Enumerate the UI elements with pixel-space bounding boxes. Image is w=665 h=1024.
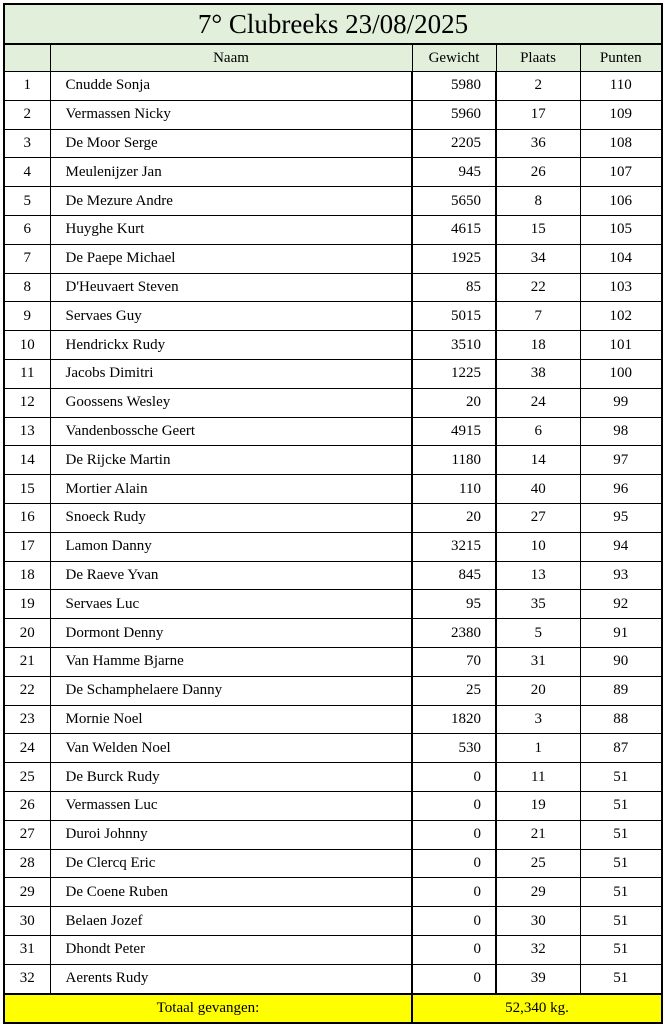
- row-place: 34: [496, 244, 580, 273]
- table-row: [4, 475, 662, 504]
- row-number: 18: [4, 561, 50, 590]
- table-row: [4, 763, 662, 792]
- row-place: 22: [496, 273, 580, 302]
- row-weight: 1225: [412, 359, 496, 388]
- row-name: Duroi Johnny: [50, 820, 412, 849]
- row-number: 9: [4, 302, 50, 331]
- row-place: 17: [496, 100, 580, 129]
- row-place: 26: [496, 158, 580, 187]
- col-header-name: Naam: [50, 44, 412, 72]
- row-name: De Paepe Michael: [50, 244, 412, 273]
- row-number: 12: [4, 388, 50, 417]
- row-number: 25: [4, 763, 50, 792]
- row-place: 10: [496, 532, 580, 561]
- row-weight: 5980: [412, 72, 496, 101]
- row-points: 109: [580, 100, 662, 129]
- row-number: 31: [4, 935, 50, 964]
- table-row: [4, 388, 662, 417]
- row-weight: 845: [412, 561, 496, 590]
- row-place: 8: [496, 187, 580, 216]
- table-row: [4, 619, 662, 648]
- table-row: [4, 417, 662, 446]
- row-number: 10: [4, 331, 50, 360]
- row-name: Huyghe Kurt: [50, 215, 412, 244]
- table-row: [4, 359, 662, 388]
- row-place: 31: [496, 647, 580, 676]
- results-table: [3, 3, 663, 1024]
- table-row: [4, 907, 662, 936]
- row-weight: 3510: [412, 331, 496, 360]
- row-name: Vermassen Nicky: [50, 100, 412, 129]
- table-row: [4, 302, 662, 331]
- row-place: 25: [496, 849, 580, 878]
- row-weight: 1180: [412, 446, 496, 475]
- row-weight: 3215: [412, 532, 496, 561]
- row-place: 1: [496, 734, 580, 763]
- row-number: 23: [4, 705, 50, 734]
- table-row: [4, 561, 662, 590]
- row-weight: 1925: [412, 244, 496, 273]
- row-weight: 20: [412, 503, 496, 532]
- row-place: 18: [496, 331, 580, 360]
- row-name: Snoeck Rudy: [50, 503, 412, 532]
- row-points: 102: [580, 302, 662, 331]
- table-row: [4, 647, 662, 676]
- total-row: [4, 994, 662, 1023]
- row-number: 6: [4, 215, 50, 244]
- col-header-weight: Gewicht: [412, 44, 496, 72]
- row-place: 38: [496, 359, 580, 388]
- row-name: Dormont Denny: [50, 619, 412, 648]
- col-header-points: Punten: [580, 44, 662, 72]
- row-name: Aerents Rudy: [50, 964, 412, 993]
- row-place: 11: [496, 763, 580, 792]
- row-name: Servaes Luc: [50, 590, 412, 619]
- row-name: De Coene Ruben: [50, 878, 412, 907]
- row-number: 1: [4, 72, 50, 101]
- row-place: 7: [496, 302, 580, 331]
- row-place: 20: [496, 676, 580, 705]
- row-name: Goossens Wesley: [50, 388, 412, 417]
- row-weight: 5015: [412, 302, 496, 331]
- table-row: [4, 100, 662, 129]
- table-row: [4, 215, 662, 244]
- header-row: [4, 44, 662, 72]
- row-name: Van Welden Noel: [50, 734, 412, 763]
- table-row: [4, 791, 662, 820]
- row-points: 100: [580, 359, 662, 388]
- row-number: 7: [4, 244, 50, 273]
- row-weight: 25: [412, 676, 496, 705]
- table-row: [4, 503, 662, 532]
- row-name: Cnudde Sonja: [50, 72, 412, 101]
- row-weight: 530: [412, 734, 496, 763]
- row-number: 17: [4, 532, 50, 561]
- row-weight: 0: [412, 820, 496, 849]
- row-name: De Burck Rudy: [50, 763, 412, 792]
- table-row: [4, 129, 662, 158]
- row-points: 99: [580, 388, 662, 417]
- table-row: [4, 878, 662, 907]
- row-points: 87: [580, 734, 662, 763]
- row-number: 3: [4, 129, 50, 158]
- row-weight: 2205: [412, 129, 496, 158]
- table-row: [4, 72, 662, 101]
- row-weight: 945: [412, 158, 496, 187]
- row-place: 2: [496, 72, 580, 101]
- row-points: 104: [580, 244, 662, 273]
- row-name: De Raeve Yvan: [50, 561, 412, 590]
- row-name: De Moor Serge: [50, 129, 412, 158]
- row-number: 29: [4, 878, 50, 907]
- table-row: [4, 590, 662, 619]
- col-header-place: Plaats: [496, 44, 580, 72]
- row-name: Dhondt Peter: [50, 935, 412, 964]
- row-place: 19: [496, 791, 580, 820]
- row-weight: 70: [412, 647, 496, 676]
- row-name: De Mezure Andre: [50, 187, 412, 216]
- row-weight: 5650: [412, 187, 496, 216]
- table-row: [4, 187, 662, 216]
- row-weight: 0: [412, 907, 496, 936]
- row-place: 29: [496, 878, 580, 907]
- table-row: [4, 734, 662, 763]
- table-row: [4, 964, 662, 993]
- row-place: 5: [496, 619, 580, 648]
- row-weight: 4615: [412, 215, 496, 244]
- row-points: 51: [580, 763, 662, 792]
- total-label: Totaal gevangen:: [4, 994, 412, 1023]
- row-name: Belaen Jozef: [50, 907, 412, 936]
- row-name: De Rijcke Martin: [50, 446, 412, 475]
- row-number: 26: [4, 791, 50, 820]
- row-weight: 2380: [412, 619, 496, 648]
- row-points: 51: [580, 820, 662, 849]
- row-place: 3: [496, 705, 580, 734]
- row-number: 28: [4, 849, 50, 878]
- row-place: 39: [496, 964, 580, 993]
- table-row: [4, 158, 662, 187]
- row-points: 92: [580, 590, 662, 619]
- table-row: [4, 849, 662, 878]
- row-place: 21: [496, 820, 580, 849]
- row-weight: 4915: [412, 417, 496, 446]
- row-points: 97: [580, 446, 662, 475]
- page-title: 7° Clubreeks 23/08/2025: [4, 4, 662, 44]
- row-name: Mortier Alain: [50, 475, 412, 504]
- row-weight: 0: [412, 935, 496, 964]
- row-number: 8: [4, 273, 50, 302]
- row-number: 2: [4, 100, 50, 129]
- table-row: [4, 446, 662, 475]
- row-name: Vandenbossche Geert: [50, 417, 412, 446]
- row-place: 36: [496, 129, 580, 158]
- table-body: [4, 72, 662, 994]
- row-name: De Schamphelaere Danny: [50, 676, 412, 705]
- row-name: Servaes Guy: [50, 302, 412, 331]
- row-place: 6: [496, 417, 580, 446]
- row-place: 30: [496, 907, 580, 936]
- row-place: 15: [496, 215, 580, 244]
- row-points: 105: [580, 215, 662, 244]
- row-place: 32: [496, 935, 580, 964]
- row-name: Jacobs Dimitri: [50, 359, 412, 388]
- table-row: [4, 820, 662, 849]
- row-points: 51: [580, 907, 662, 936]
- row-weight: 0: [412, 849, 496, 878]
- row-weight: 5960: [412, 100, 496, 129]
- table-row: [4, 676, 662, 705]
- row-points: 51: [580, 849, 662, 878]
- row-number: 21: [4, 647, 50, 676]
- row-number: 15: [4, 475, 50, 504]
- row-points: 101: [580, 331, 662, 360]
- row-points: 98: [580, 417, 662, 446]
- row-name: Vermassen Luc: [50, 791, 412, 820]
- row-name: Lamon Danny: [50, 532, 412, 561]
- row-number: 16: [4, 503, 50, 532]
- row-number: 24: [4, 734, 50, 763]
- row-weight: 20: [412, 388, 496, 417]
- row-number: 22: [4, 676, 50, 705]
- row-place: 35: [496, 590, 580, 619]
- table-row: [4, 705, 662, 734]
- row-points: 106: [580, 187, 662, 216]
- row-place: 14: [496, 446, 580, 475]
- row-name: Van Hamme Bjarne: [50, 647, 412, 676]
- table-row: [4, 935, 662, 964]
- row-number: 30: [4, 907, 50, 936]
- row-weight: 0: [412, 763, 496, 792]
- row-number: 27: [4, 820, 50, 849]
- row-number: 32: [4, 964, 50, 993]
- results-sheet: [3, 3, 661, 1024]
- row-points: 96: [580, 475, 662, 504]
- row-place: 27: [496, 503, 580, 532]
- row-name: Hendrickx Rudy: [50, 331, 412, 360]
- row-points: 108: [580, 129, 662, 158]
- row-weight: 0: [412, 791, 496, 820]
- row-name: Mornie Noel: [50, 705, 412, 734]
- row-number: 11: [4, 359, 50, 388]
- row-points: 103: [580, 273, 662, 302]
- row-weight: 110: [412, 475, 496, 504]
- row-points: 94: [580, 532, 662, 561]
- row-points: 88: [580, 705, 662, 734]
- row-points: 93: [580, 561, 662, 590]
- row-place: 40: [496, 475, 580, 504]
- total-value: 52,340 kg.: [412, 994, 662, 1023]
- row-weight: 85: [412, 273, 496, 302]
- row-number: 20: [4, 619, 50, 648]
- row-place: 13: [496, 561, 580, 590]
- row-weight: 1820: [412, 705, 496, 734]
- row-number: 5: [4, 187, 50, 216]
- row-weight: 0: [412, 964, 496, 993]
- row-weight: 0: [412, 878, 496, 907]
- row-points: 51: [580, 878, 662, 907]
- row-place: 24: [496, 388, 580, 417]
- row-number: 14: [4, 446, 50, 475]
- row-number: 13: [4, 417, 50, 446]
- row-points: 95: [580, 503, 662, 532]
- row-points: 51: [580, 964, 662, 993]
- row-name: D'Heuvaert Steven: [50, 273, 412, 302]
- row-number: 4: [4, 158, 50, 187]
- row-points: 89: [580, 676, 662, 705]
- col-header-num: [4, 44, 50, 72]
- row-points: 51: [580, 791, 662, 820]
- row-points: 51: [580, 935, 662, 964]
- table-row: [4, 273, 662, 302]
- row-points: 110: [580, 72, 662, 101]
- row-weight: 95: [412, 590, 496, 619]
- row-number: 19: [4, 590, 50, 619]
- row-name: De Clercq Eric: [50, 849, 412, 878]
- row-name: Meulenijzer Jan: [50, 158, 412, 187]
- table-row: [4, 532, 662, 561]
- row-points: 91: [580, 619, 662, 648]
- row-points: 90: [580, 647, 662, 676]
- row-points: 107: [580, 158, 662, 187]
- table-row: [4, 244, 662, 273]
- table-row: [4, 331, 662, 360]
